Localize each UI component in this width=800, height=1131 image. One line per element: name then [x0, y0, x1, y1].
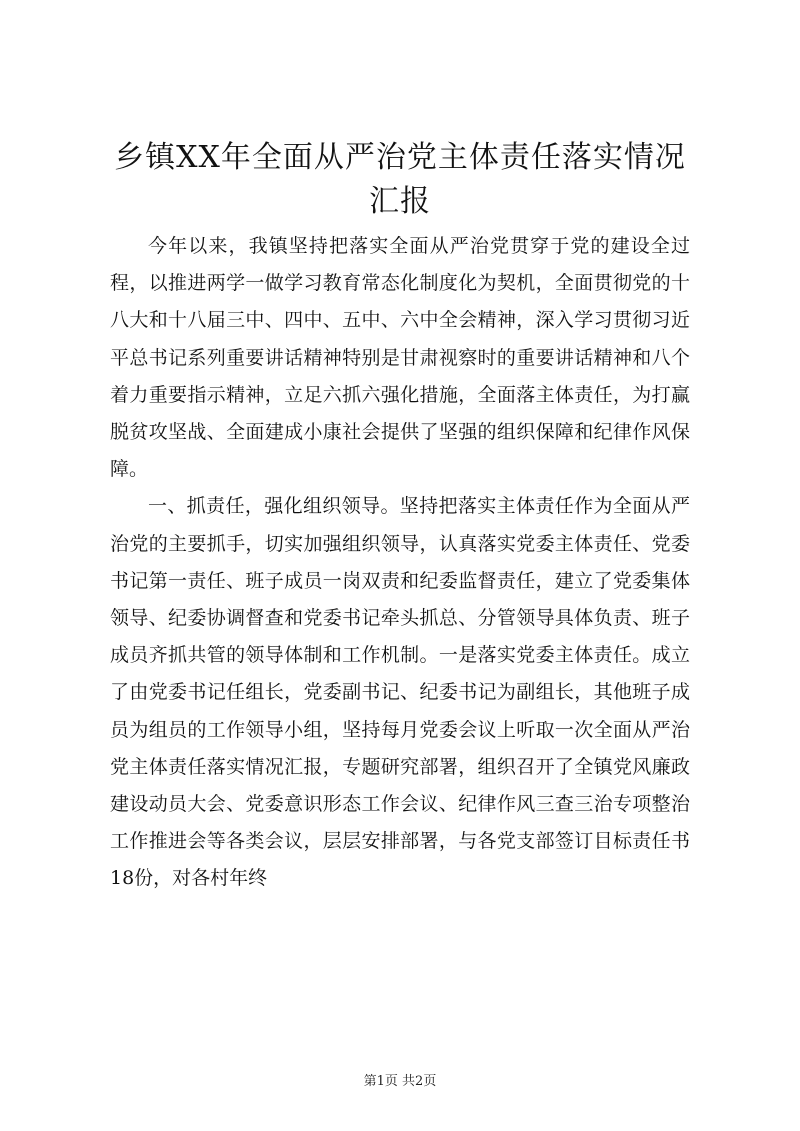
paragraph-section-1: 一、抓责任，强化组织领导。坚持把落实主体责任作为全面从严治党的主要抓手，切实加强组织领导，认真落实党委主体责任、党委书记第一责任、班子成员一岗双责和纪委监督责任，建立了党委集体领导、纪委协调督查和党委书记牵头抓总、分管领导具体负责、班子成员齐抓共管的领导体制和工作机制。一是落实党委主体责任。成立了由党委书记任组长，党委副书记、纪委书记为副组长，其他班子成员为组员的工作领导小组，坚持每月党委会议上听取一次全面从严治党主体责任落实情况汇报，专题研究部署，组织召开了全镇党风廉政建设动员大会、党委意识形态工作会议、纪律作风三查三治专项整治工作推进会等各类会议，层层安排部署，与各党支部签订目标责任书18份，对各村年终 [110, 495, 690, 890]
document-title: 乡镇XX年全面从严治党主体责任落实情况汇报 [114, 140, 686, 219]
page-footer: 第1页 共2页 [363, 1074, 437, 1089]
document-body [110, 228, 690, 898]
paragraph-intro: 今年以来，我镇坚持把落实全面从严治党贯穿于党的建设全过程，以推进两学一做学习教育常态化制度化为契机，全面贯彻党的十八大和十八届三中、四中、五中、六中全会精神，深入学习贯彻习近平总书记系列重要讲话精神特别是甘肃视察时的重要讲话精神和八个着力重要指示精神，立足六抓六强化措施，全面落主体责任，为打赢脱贫攻坚战、全面建成小康社会提供了坚强的组织保障和纪律作风保障。 [110, 235, 690, 481]
